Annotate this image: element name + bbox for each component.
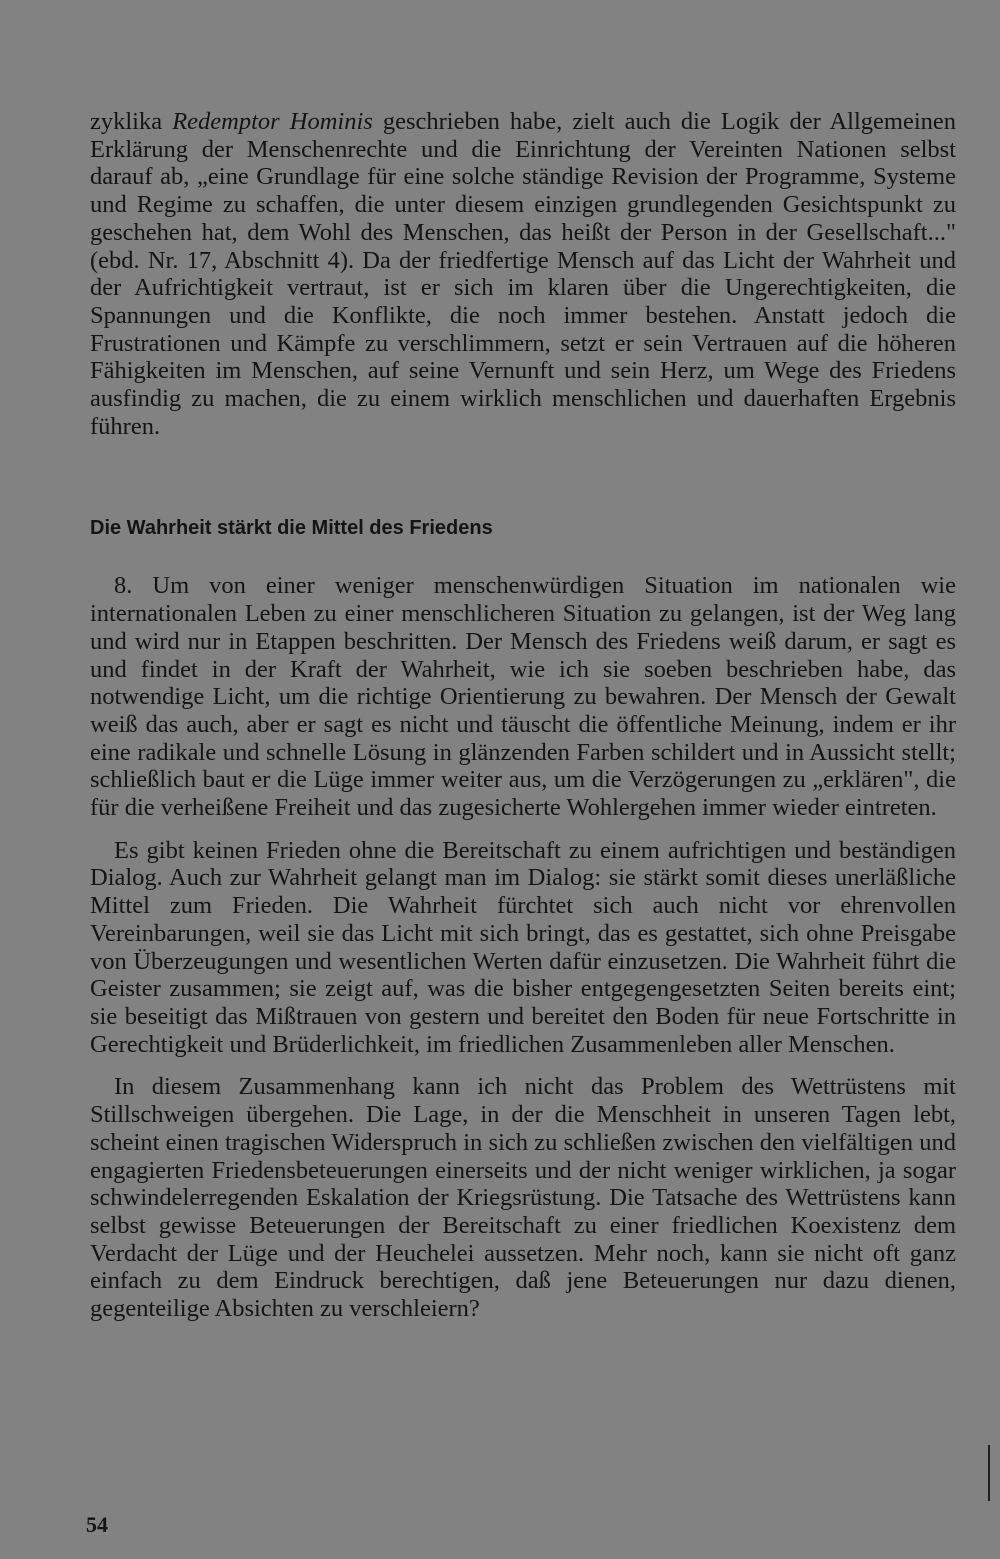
intro-prefix: zyklika bbox=[90, 108, 173, 135]
section-heading: Die Wahrheit stärkt die Mittel des Friedens bbox=[90, 517, 493, 540]
paragraph-arms-race: In diesem Zusammenhang kann ich nicht das Problem des Wettrüstens mit Stillschweigen übergehen. Die Lage, in der die Menschheit in unseren Tagen lebt, scheint einen tragischen Widerspruch in sich zu schließen zwischen den vielfältigen und engagierten Friedensbeteuerungen einerseits und der nicht weniger wirklichen, ja sogar schwindelerregenden Eskalation der Kriegsrüstung. Die Tatsache des Wettrüstens kann selbst gewisse Beteuerungen der Bereitschaft zu einer friedlichen Koexistenz dem Verdacht der Lüge und der Heuchelei aussetzen. Mehr noch, kann sie nicht oft ganz einfach zu dem Eindruck berechtigen, daß jene Beteuerungen nur dazu dienen, gegenteilige Absichten zu verschleiern? bbox=[90, 1073, 956, 1323]
page-number: 54 bbox=[86, 1512, 108, 1537]
paragraph-8: 8. Um von einer weniger menschenwürdigen Situation im nationalen wie internationalen Leben zu einer menschlicheren Situation zu gelangen, ist der Weg lang und wird nur in Etappen beschritten. Der Mensch des Friedens weiß darum, er sagt es und findet in der Kraft der Wahrheit, wie ich sie soeben beschrieben habe, das notwendige Licht, um die richtige Orientierung zu bewahren. Der Mensch der Gewalt weiß das auch, aber er sagt es nicht und täuscht die öffentliche Meinung, indem er ihr eine radikale und schnelle Lösung in glänzenden Farben schildert und in Aussicht stellt; schließlich baut er die Lüge immer weiter aus, um die Verzögerungen zu „erklären", die für die verheißene Freiheit und das zugesicherte Wohlergehen immer wieder eintreten. bbox=[90, 572, 956, 822]
intro-text: geschrieben habe, zielt auch die Logik der Allgemeinen Erklärung der Menschenrechte und die Einrichtung der Vereinten Nationen selbst darauf ab, „eine Grundlage für eine solche ständige Revision der Programme, Systeme und Regime zu schaffen, die unter diesem einzigen grundlegenden Gesichtspunkt zu geschehen hat, dem Wohl des Menschen, das heißt der Person in der Gesellschaft..." (ebd. Nr. 17, Abschnitt 4). Da der friedfertige Mensch auf das Licht der Wahrheit und der Aufrichtigkeit vertraut, ist er sich im klaren über die Ungerechtigkeiten, die Spannungen und die Konflikte, die noch immer bestehen. Anstatt jedoch die Frustrationen und Kämpfe zu verschlimmern, setzt er sein Vertrauen auf die höheren Fähigkeiten im Menschen, auf seine Vernunft und sein Herz, um Wege des Friedens ausfindig zu machen, die zu einem wirklich menschlichen und dauerhaften Ergebnis führen. bbox=[90, 108, 957, 440]
page-body bbox=[90, 108, 956, 1323]
margin-line bbox=[988, 1445, 990, 1501]
paragraph-dialog: Es gibt keinen Frieden ohne die Bereitschaft zu einem aufrichtigen und beständigen Dialog. Auch zur Wahrheit gelangt man im Dialog: sie stärkt somit dieses unerläßliche Mittel zum Frieden. Die Wahrheit fürchtet sich auch nicht vor ehrenvollen Vereinbarungen, weil sie das Licht mit sich bringt, das es gestattet, sich ohne Preisgabe von Überzeugungen und wesentlichen Werten dafür einzusetzen. Die Wahrheit führt die Geister zusammen; sie zeigt auf, was die bisher entgegengesetzten Seiten bereits eint; sie beseitigt das Mißtrauen von gestern und bereitet den Boden für neue Fortschritte in Gerechtigkeit und Brüderlichkeit, im friedlichen Zusammenleben aller Menschen. bbox=[90, 836, 956, 1058]
encyclical-title: Redemptor Hominis bbox=[172, 108, 373, 135]
intro-paragraph bbox=[90, 108, 956, 440]
